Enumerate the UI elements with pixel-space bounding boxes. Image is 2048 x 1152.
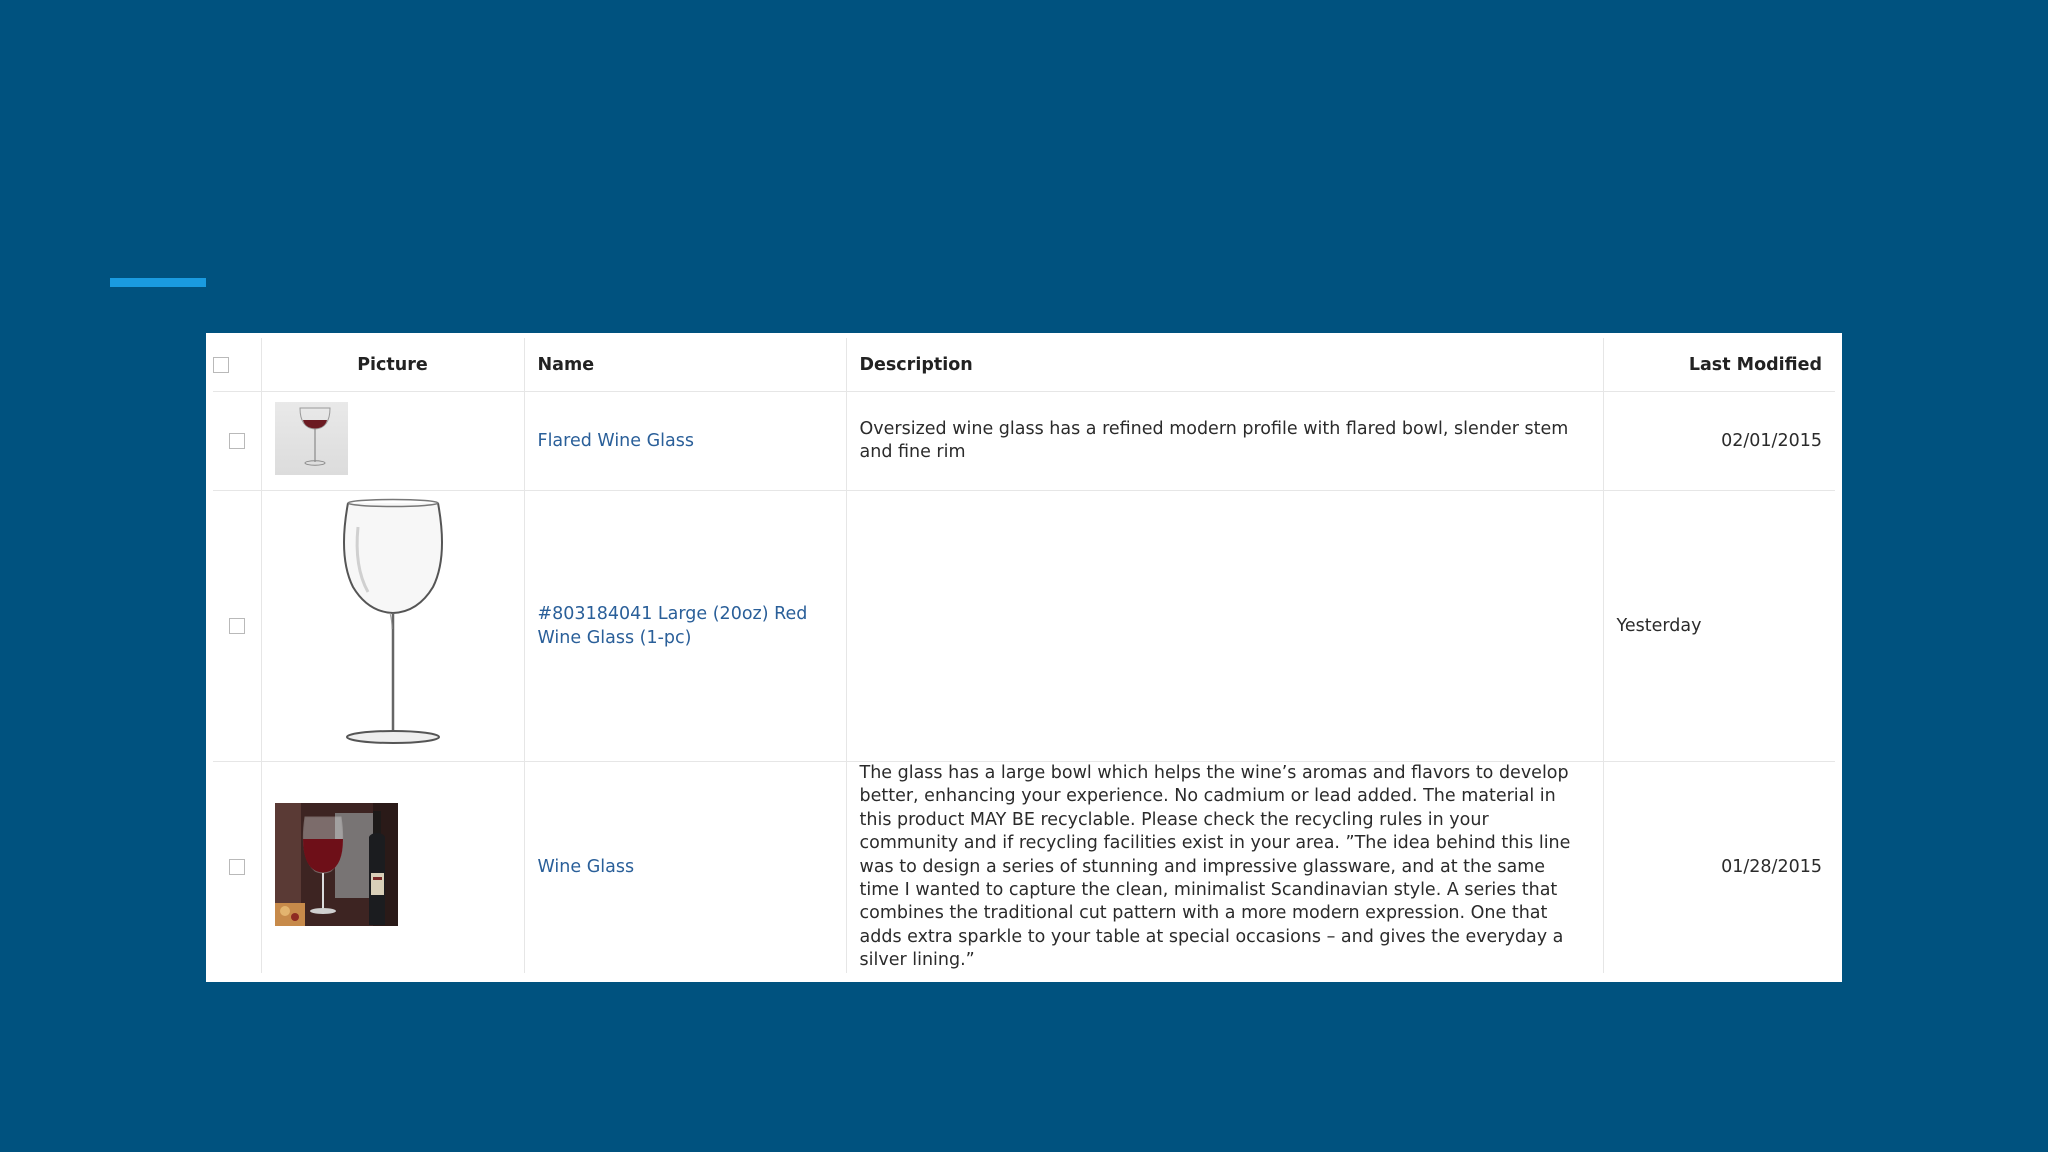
table-header-row	[213, 338, 1835, 392]
wine-glass-with-bottle-photo[interactable]	[275, 803, 511, 931]
row-checkbox[interactable]	[229, 859, 245, 875]
select-all-checkbox[interactable]	[213, 357, 229, 373]
column-header-picture[interactable]: Picture	[261, 338, 524, 392]
column-header-name[interactable]: Name	[524, 338, 846, 392]
accent-bar	[110, 278, 206, 287]
description-cell	[846, 392, 1603, 491]
last-modified-cell: 02/01/2015	[1603, 392, 1835, 491]
row-select-cell	[213, 762, 261, 973]
table-row	[213, 392, 1835, 491]
column-header-description[interactable]: Description	[846, 338, 1603, 392]
product-name-link[interactable]: Wine Glass	[537, 857, 635, 878]
large-red-wine-glass-image[interactable]	[275, 497, 511, 756]
table-row	[213, 491, 1835, 762]
picture-cell	[261, 392, 524, 491]
last-modified-cell: Yesterday	[1603, 491, 1835, 762]
product-description: The glass has a large bowl which helps the wine’s aromas and flavors to develop better, enhancing your experience. No cadmium or lead added. The material in this product MAY BE recyclable. Please check the recycling rules in your community and if recycling facilities exist in your area. ”The idea behind this line was to design a series of stunning and impressive glassware, and at the same time I wanted to capture the clean, minimalist Scandinavian style. A series that combines the traditional cut pattern with a more modern expression. One that adds extra sparkle to your table at special occasions – and gives the everyday a silver lining.”	[859, 763, 1571, 971]
product-description: Oversized wine glass has a refined modern profile with flared bowl, slender stem and fine rim	[859, 418, 1569, 462]
picture-cell	[261, 491, 524, 762]
row-checkbox[interactable]	[229, 433, 245, 449]
select-all-cell	[213, 338, 261, 392]
column-header-last-modified[interactable]: Last Modified	[1603, 338, 1835, 392]
table-row	[213, 762, 1835, 973]
row-select-cell	[213, 392, 261, 491]
name-cell	[524, 392, 846, 491]
product-table-panel	[206, 333, 1842, 982]
product-table	[213, 338, 1835, 973]
product-name-link[interactable]: Flared Wine Glass	[537, 431, 694, 451]
row-select-cell	[213, 491, 261, 762]
description-cell	[846, 762, 1603, 973]
picture-cell	[261, 762, 524, 973]
description-cell	[846, 491, 1603, 762]
row-checkbox[interactable]	[229, 618, 245, 634]
name-cell	[524, 762, 846, 973]
name-cell	[524, 491, 846, 762]
last-modified-cell: 01/28/2015	[1721, 857, 1822, 878]
flared-wine-glass-thumbnail[interactable]	[275, 402, 511, 480]
product-name-link[interactable]: #803184041 Large (20oz) Red Wine Glass (1-pc)	[537, 604, 808, 648]
